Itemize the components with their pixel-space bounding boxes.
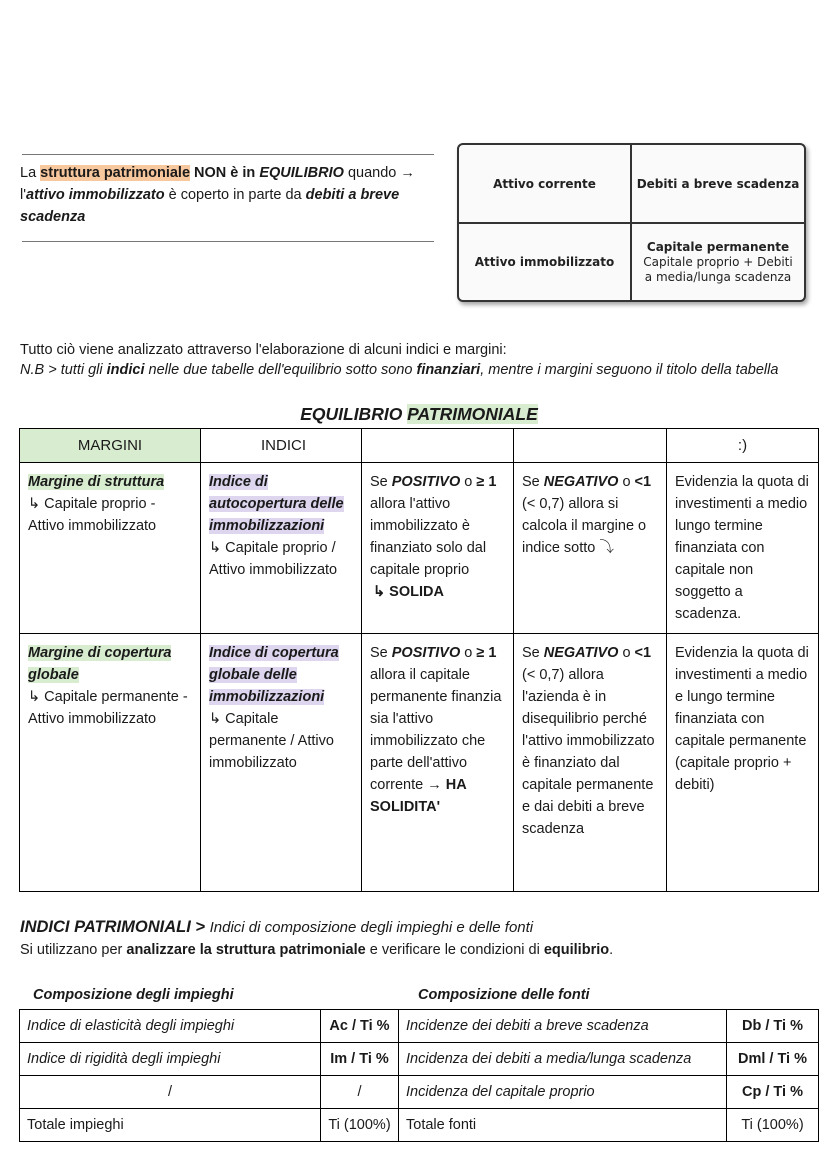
cell-text: Se [522,645,544,661]
margin-cell [20,634,201,892]
cell-text: NEGATIVO [543,474,619,490]
cell-text: o [460,645,477,661]
fonti-label: Incidenze dei debiti a breve scadenza [399,1010,727,1043]
impieghi-formula: Im / Ti % [321,1043,399,1076]
cell-text: allora il capitale permanente finanzia sia l'attivo immobilizzato che parte dell'attivo corrente → [370,667,502,793]
margin-title: Margine di copertura globale [28,645,172,683]
cell-text: HA SOLIDITA' [370,777,467,815]
section-title-part: Indici di composizione degli impieghi e delle fonti [209,919,534,936]
table-row [20,1043,819,1076]
cell-text: o [460,474,477,490]
section-title-part: EQUILIBRIO [300,404,408,424]
nb-text: nelle due tabelle dell'equilibrio sotto sono [144,362,417,378]
intro-text: attivo immobilizzato [26,187,165,203]
header-impieghi: Composizione degli impieghi [33,987,234,1003]
fonti-total: Totale fonti [399,1109,727,1142]
nb-text: , mentre i margini seguono il titolo della tabella [480,362,779,378]
diagram-attivo-immobilizzato: Attivo immobilizzato [474,255,615,269]
composition-table [19,1009,819,1142]
diagram-cap-line: Capitale proprio + Debiti [643,254,793,269]
cell-text: POSITIVO [391,645,461,661]
fonti-formula: Db / Ti % [727,1010,819,1043]
index-text: ↳ Capitale permanente / Attivo immobilizzato [209,711,334,771]
cell-text: ≥ 1 [476,474,497,490]
table-row [20,634,819,892]
margin-title: Margine di struttura [28,474,165,490]
impieghi-total: Totale impieghi [20,1109,321,1142]
note-cell: Evidenzia la quota di investimenti a medio e lungo termine finanziata con capitale permanente (capitale proprio + debiti) [667,634,819,892]
table-row [20,463,819,634]
impieghi-label: Indice di rigidità degli impieghi [20,1043,321,1076]
equilibrio-table [19,428,819,892]
desc-text: analizzare la struttura patrimoniale [126,942,366,958]
margin-text: ↳ Capitale permanente - Attivo immobilizzato [28,689,188,727]
header-empty [362,429,514,463]
intro-text: debiti a breve scadenza [20,187,400,225]
fonti-label: Incidenza dei debiti a media/lunga scadenza [399,1043,727,1076]
cell-text: (< 0,7) allora si calcola il margine o indice sotto ⤵ [522,496,647,556]
negative-cell [514,634,667,892]
index-title: Indice di autocopertura delle immobilizzazioni [209,474,344,534]
table-header-row [20,429,819,463]
analysis-line: Tutto ciò viene analizzato attraverso l'elaborazione di alcuni indici e margini: [20,342,507,358]
intro-text: quando → l' [20,165,415,203]
header-fonti: Composizione delle fonti [418,987,590,1003]
section-description [20,942,820,958]
cell-text: NEGATIVO [543,645,619,661]
desc-text: Si utilizzano per [20,942,127,958]
impieghi-total-value: Ti (100%) [321,1109,399,1142]
cell-text: o [618,645,635,661]
impieghi-label: / [20,1076,321,1109]
section-title-equilibrio [0,404,828,425]
intro-text: è coperto in parte da [164,187,306,203]
positive-cell [362,634,514,892]
index-text: ↳ Capitale proprio / Attivo immobilizzato [209,540,338,578]
diagram-capitale-permanente [632,224,804,300]
nb-text: N.B > tutti gli [20,362,107,378]
positive-cell [362,463,514,634]
impieghi-formula: Ac / Ti % [321,1010,399,1043]
diagram-attivo-corrente: Attivo corrente [493,176,596,191]
intro-text: NON è in [190,165,260,181]
header-smile: :) [667,429,819,463]
negative-cell [514,463,667,634]
balance-sheet-diagram [457,143,806,302]
cell-text: Se [370,474,392,490]
table-row [20,1076,819,1109]
intro-text: EQUILIBRIO [259,165,344,181]
table-row [20,1109,819,1142]
diagram-cap-title: Capitale permanente [646,239,790,254]
cell-text: ↳ SOLIDA [373,584,444,600]
diagram-cap-line: a media/lunga scadenza [644,269,792,284]
index-cell [201,634,362,892]
cell-text: Se [370,645,392,661]
divider [22,154,434,155]
cell-text: POSITIVO [391,474,461,490]
cell-text: ≥ 1 [476,645,497,661]
cell-text: o [618,474,635,490]
header-indici: INDICI [201,429,362,463]
cell-text: <1 [634,645,652,661]
cell-text: Se [522,474,544,490]
section-title-indici [20,918,820,937]
desc-text: equilibrio [543,942,610,958]
divider [22,241,434,242]
intro-text: La [20,165,41,181]
note-cell: Evidenzia la quota di investimenti a medio lungo termine finanziata con capitale non soggetto a scadenza. [667,463,819,634]
index-cell [201,463,362,634]
fonti-total-value: Ti (100%) [727,1109,819,1142]
impieghi-label: Indice di elasticità degli impieghi [20,1010,321,1043]
margin-cell [20,463,201,634]
margin-text: ↳ Capitale proprio - Attivo immobilizzato [28,496,157,534]
cell-text: (< 0,7) allora l'azienda è in disequilibrio perché l'attivo immobilizzato è finanziato dal capitale permanente e dai debiti a breve scadenza [522,667,655,837]
nb-text: indici [106,362,145,378]
fonti-label: Incidenza del capitale proprio [399,1076,727,1109]
intro-highlight: struttura patrimoniale [40,165,191,181]
diagram-debiti-breve: Debiti a breve scadenza [636,176,800,191]
header-empty [514,429,667,463]
desc-text: . [609,942,614,958]
index-title: Indice di copertura globale delle immobilizzazioni [209,645,339,705]
fonti-formula: Dml / Ti % [727,1043,819,1076]
section-title-part: INDICI PATRIMONIALI > [20,918,210,936]
intro-paragraph [20,162,440,228]
desc-text: e verificare le condizioni di [365,942,544,958]
table-row [20,1010,819,1043]
cell-text: <1 [634,474,652,490]
nb-text: finanziari [416,362,481,378]
nb-note [20,360,816,381]
section-title-part: PATRIMONIALE [407,404,538,424]
header-margini: MARGINI [20,429,201,463]
fonti-formula: Cp / Ti % [727,1076,819,1109]
cell-text: allora l'attivo immobilizzato è finanziato solo dal capitale proprio [370,496,487,578]
impieghi-formula: / [321,1076,399,1109]
